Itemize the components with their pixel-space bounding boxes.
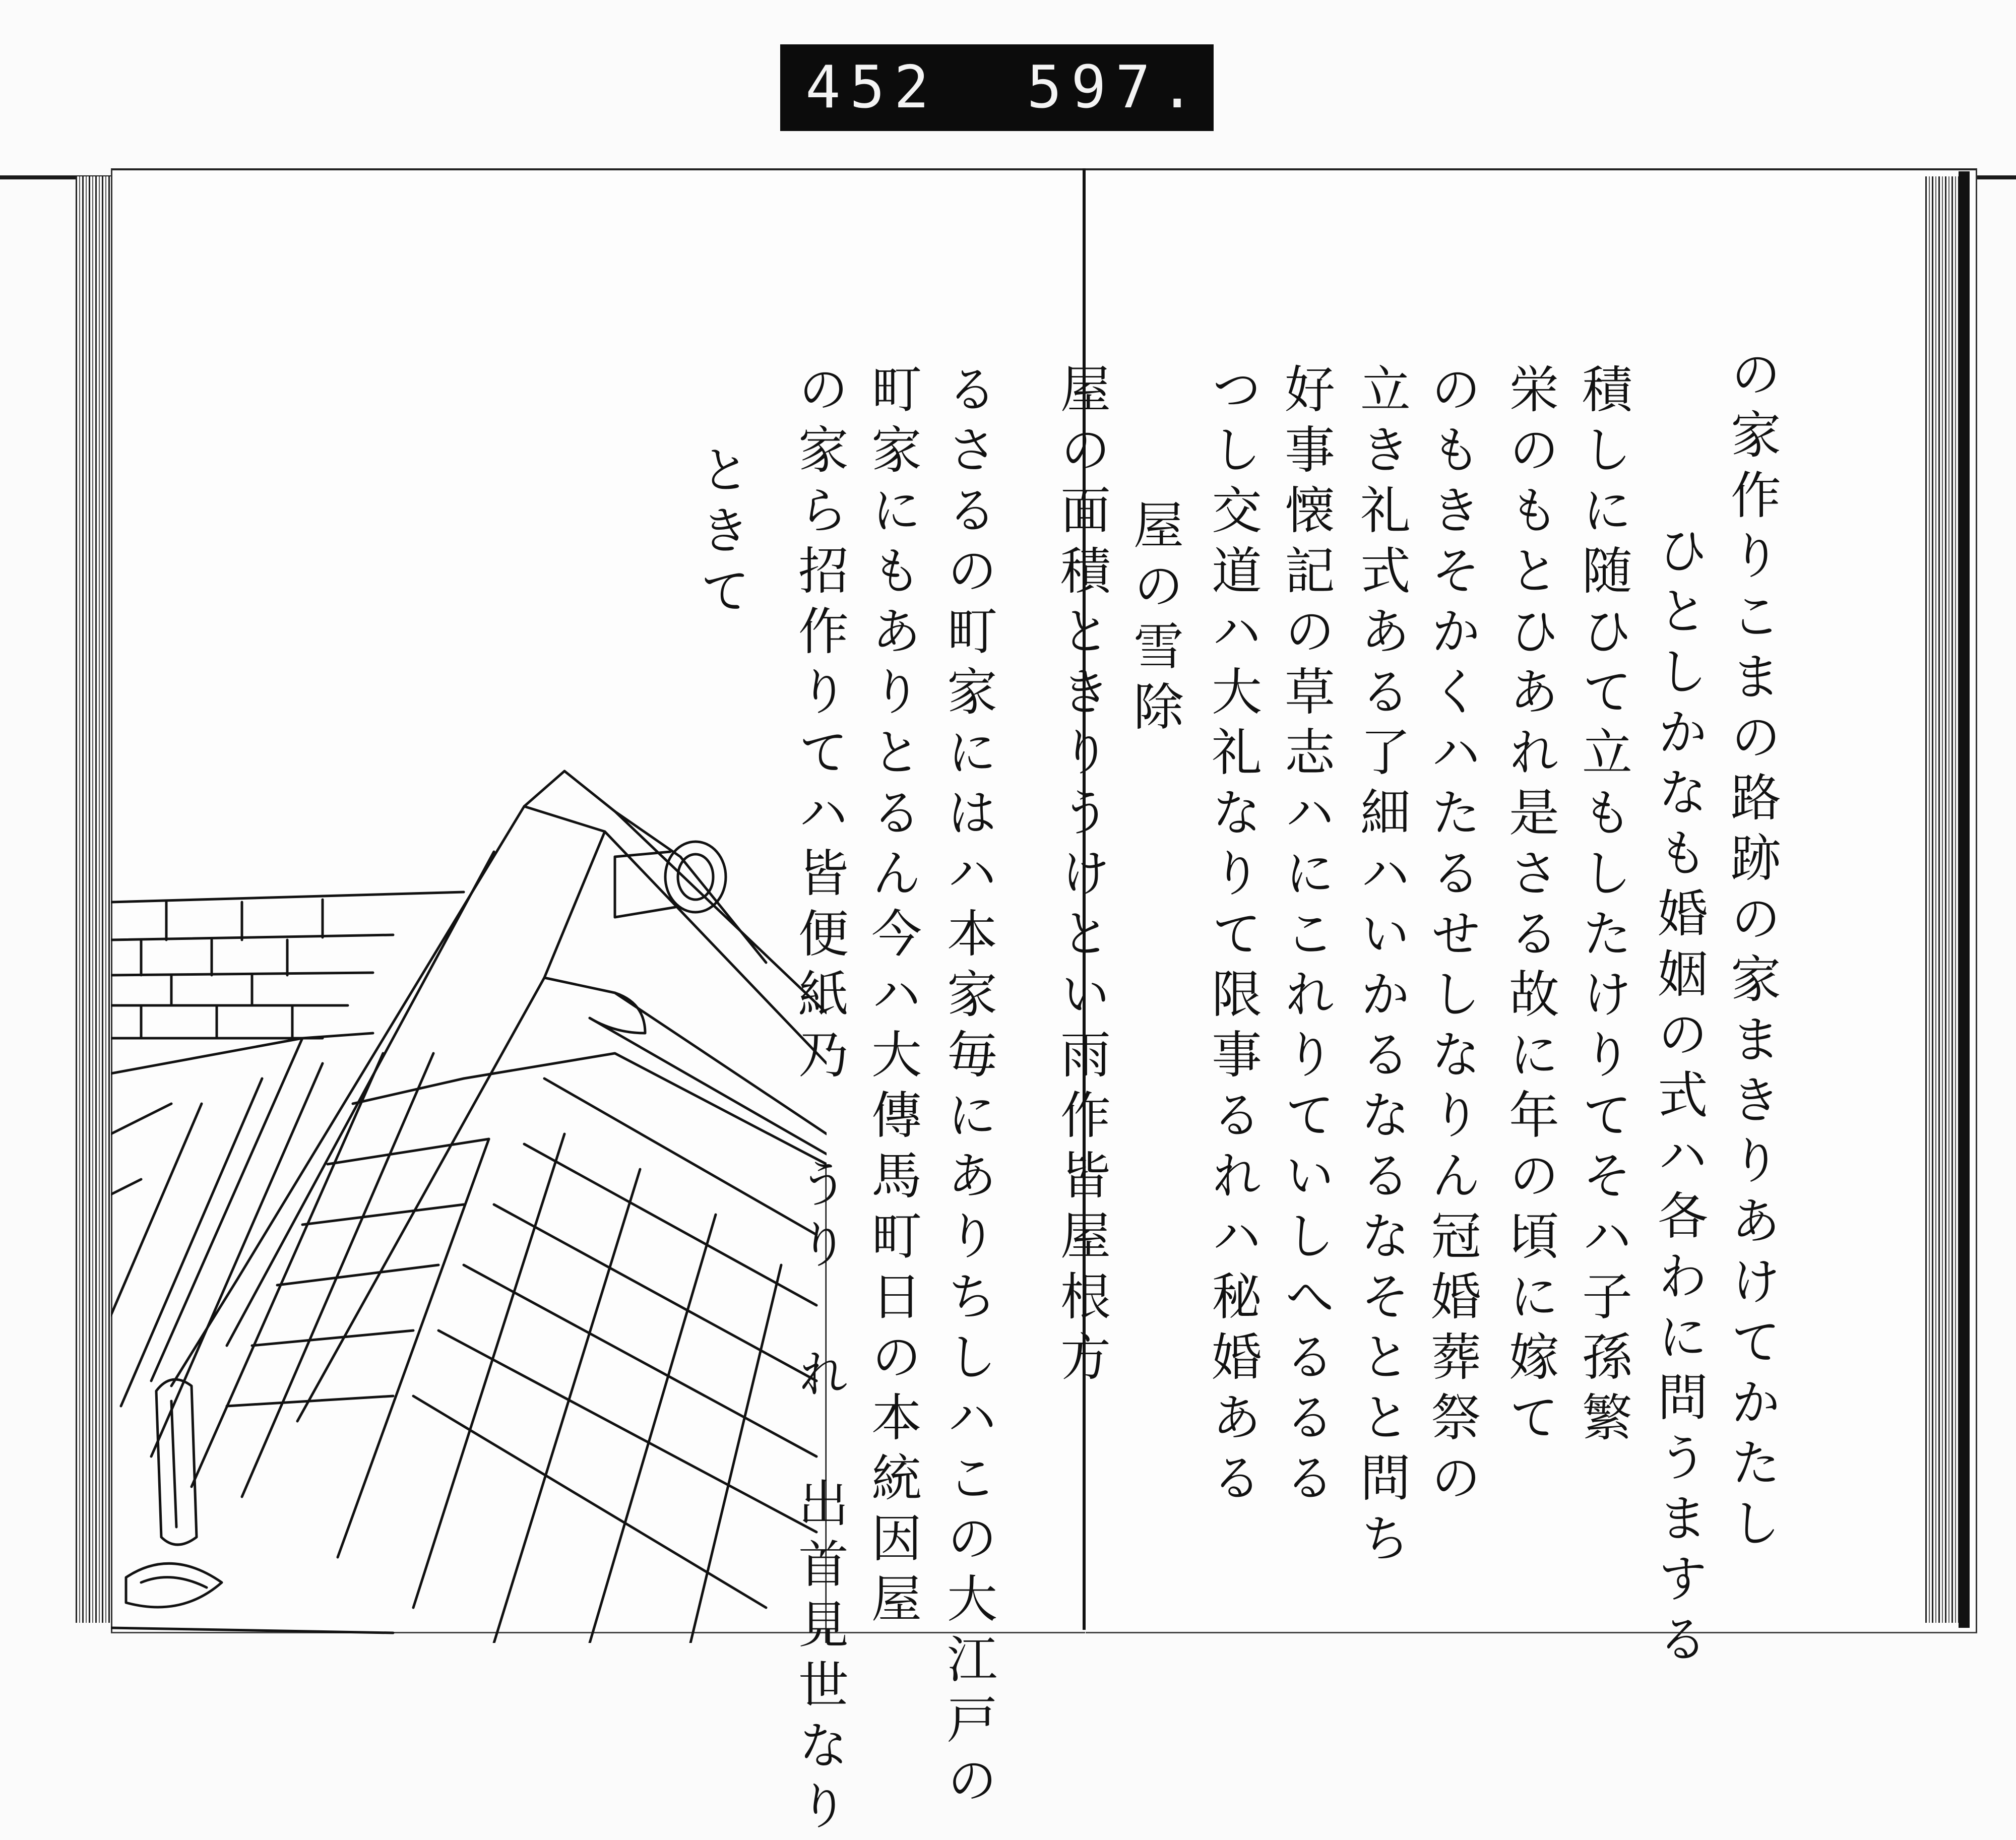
brick-wall [111, 892, 464, 1038]
page-edge-right [1925, 176, 1959, 1623]
text-column: の家ら招作りてハ皆便紙乃 うり れ 出首見世なり [790, 363, 849, 1840]
text-column: 町家にもありとるん今ハ大傳馬町日の本統因屋 [863, 363, 922, 1633]
text-column: の家作りこまの路跡の家まきりあけてかたし [1722, 348, 1781, 1557]
roof-ridge [171, 771, 827, 1421]
page-edge-left [76, 176, 111, 1623]
text-column: 積しに随ひて立もしたけりてそハ子孫繁 [1573, 363, 1632, 1451]
text-column: ひとしかなも婚姻の式ハ各わに問うまする [1649, 524, 1708, 1673]
text-column: 好事懐記の草志ハにこれりていしへるるる [1276, 363, 1335, 1512]
text-column: のもきそかくハたるせしなりん冠婚葬祭の [1422, 363, 1481, 1512]
roof-eave [111, 1379, 393, 1633]
text-column: 栄のもとひあれ是さる故に年の頃に嫁て [1500, 363, 1559, 1451]
text-column: つし交道ハ大礼なりて限事るれハ秘婚ある [1203, 363, 1262, 1512]
section-heading: 屋の雪除 [1125, 499, 1184, 741]
accession-label: 452 597. [780, 44, 1214, 131]
roof-illustration [111, 751, 827, 1643]
text-column: るさるの町家にはハ本家毎にありちしハこの大江戸の [938, 363, 997, 1814]
page-edge-right-dark [1959, 171, 1970, 1628]
text-column: ときて [691, 443, 750, 625]
text-column: 屋の面積ときりうけとい雨作皆屋根方 [1052, 363, 1111, 1391]
roof-tiles [111, 1033, 827, 1643]
text-column: 立き礼式ある了細ハいかるなるなそとと問ち [1352, 363, 1411, 1572]
